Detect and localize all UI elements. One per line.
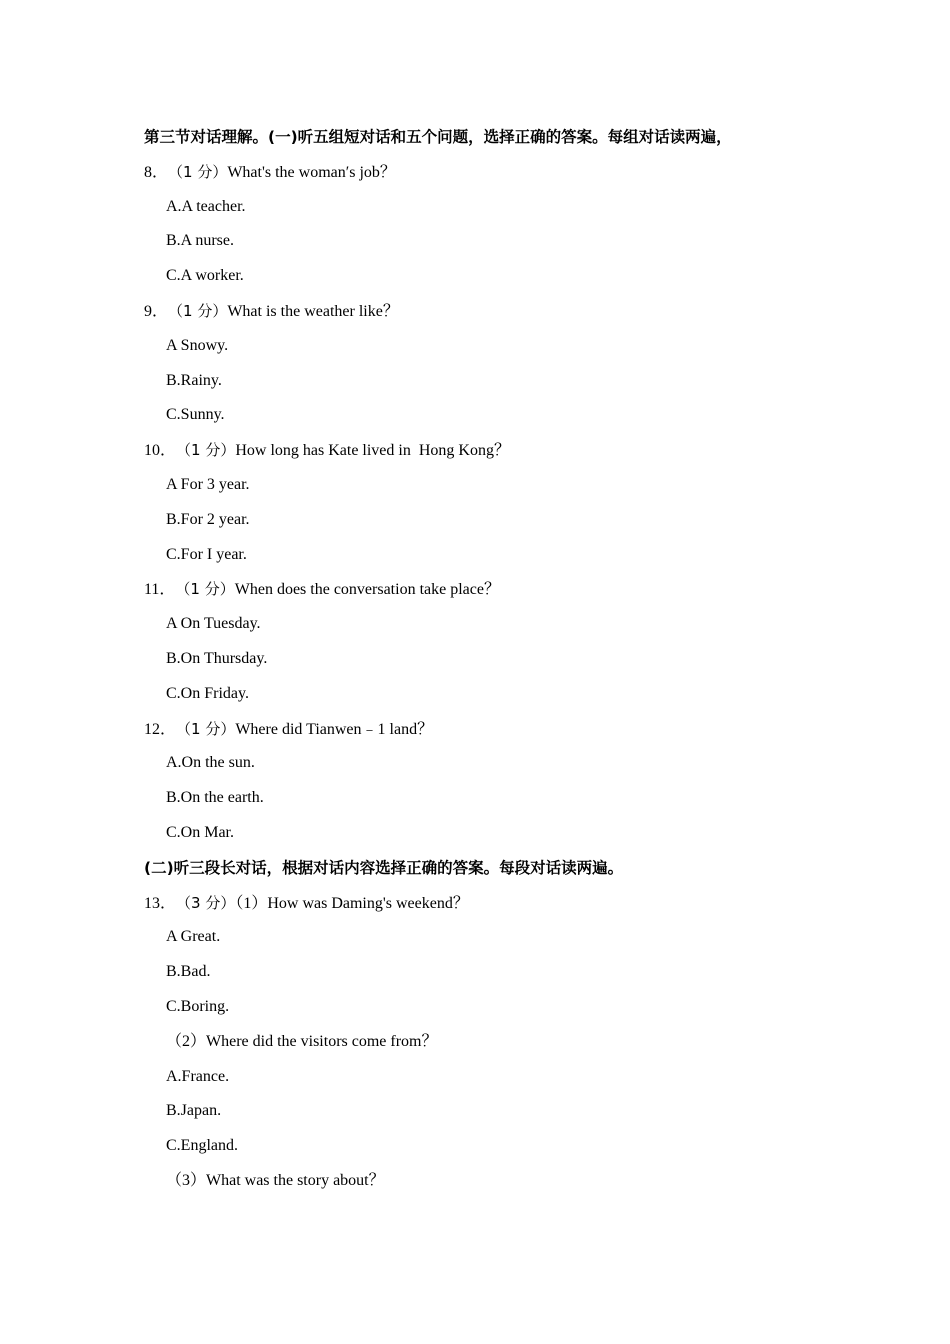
question-score: （1 分） <box>168 301 228 320</box>
option-10c: C.For I year. <box>166 545 247 563</box>
question-text: What's the woman′s job？ <box>227 163 396 181</box>
option-8a: A.A teacher. <box>166 197 246 215</box>
subquestion-13-3: （3）What was the story about？ <box>166 1171 385 1189</box>
question-score: （1 分） <box>176 441 236 460</box>
question-11 <box>144 572 824 607</box>
question-13 <box>144 886 824 921</box>
question-number: 8． <box>144 163 169 181</box>
option-9a: A Snowy. <box>166 336 229 354</box>
option-11a: A On Tuesday. <box>166 615 261 633</box>
question-score: （3 分） <box>176 893 236 912</box>
option-13-2c: C.England. <box>166 1137 238 1155</box>
question-number: 10． <box>144 442 177 460</box>
option-9c: C.Sunny. <box>166 406 225 424</box>
question-text: （1）How was Daming's weekend？ <box>235 894 469 912</box>
subquestion-13-2: （2）Where did the visitors come from？ <box>166 1032 438 1050</box>
option-12b: B.On the earth. <box>166 789 264 807</box>
option-13-1b: B.Bad. <box>166 963 211 981</box>
question-number: 12． <box>144 720 177 738</box>
question-text: When does the conversation take place？ <box>234 581 500 599</box>
exam-page <box>144 120 824 1199</box>
option-10a: A For 3 year. <box>166 475 250 493</box>
option-12a: A.On the sun. <box>166 754 255 772</box>
question-12 <box>144 712 824 747</box>
option-10b: B.For 2 year. <box>166 510 250 528</box>
option-8b: B.A nurse. <box>166 232 234 250</box>
question-score: （1 分） <box>175 580 235 599</box>
question-9 <box>144 294 824 329</box>
option-13-2b: B.Japan. <box>166 1102 222 1120</box>
section2-heading: (二)听三段长对话，根据对话内容选择正确的答案。每段对话读两遍。 <box>144 858 624 877</box>
question-number: 13． <box>144 894 177 912</box>
section3-heading: 第三节对话理解。(一)听五组短对话和五个问题，选择正确的答案。每组对话读两遍， <box>144 128 732 146</box>
question-number: 9． <box>144 302 169 320</box>
option-13-1c: C.Boring. <box>166 997 230 1015</box>
option-11b: B.On Thursday. <box>166 649 268 667</box>
question-8 <box>144 155 824 190</box>
option-13-1a: A Great. <box>166 928 221 946</box>
question-score: （1 分） <box>176 719 236 738</box>
question-number: 11． <box>144 581 176 599</box>
question-score: （1 分） <box>168 162 228 181</box>
question-text: What is the weather like？ <box>227 302 399 320</box>
option-9b: B.Rainy. <box>166 371 222 389</box>
option-8c: C.A worker. <box>166 267 244 285</box>
question-text: How long has Kate lived in Hong Kong？ <box>235 442 510 460</box>
option-11c: C.On Friday. <box>166 684 249 702</box>
question-text: Where did Tianwen﹣1 land？ <box>235 720 434 738</box>
option-13-2a: A.France. <box>166 1067 230 1085</box>
question-10 <box>144 433 824 468</box>
option-12c: C.On Mar. <box>166 823 234 841</box>
